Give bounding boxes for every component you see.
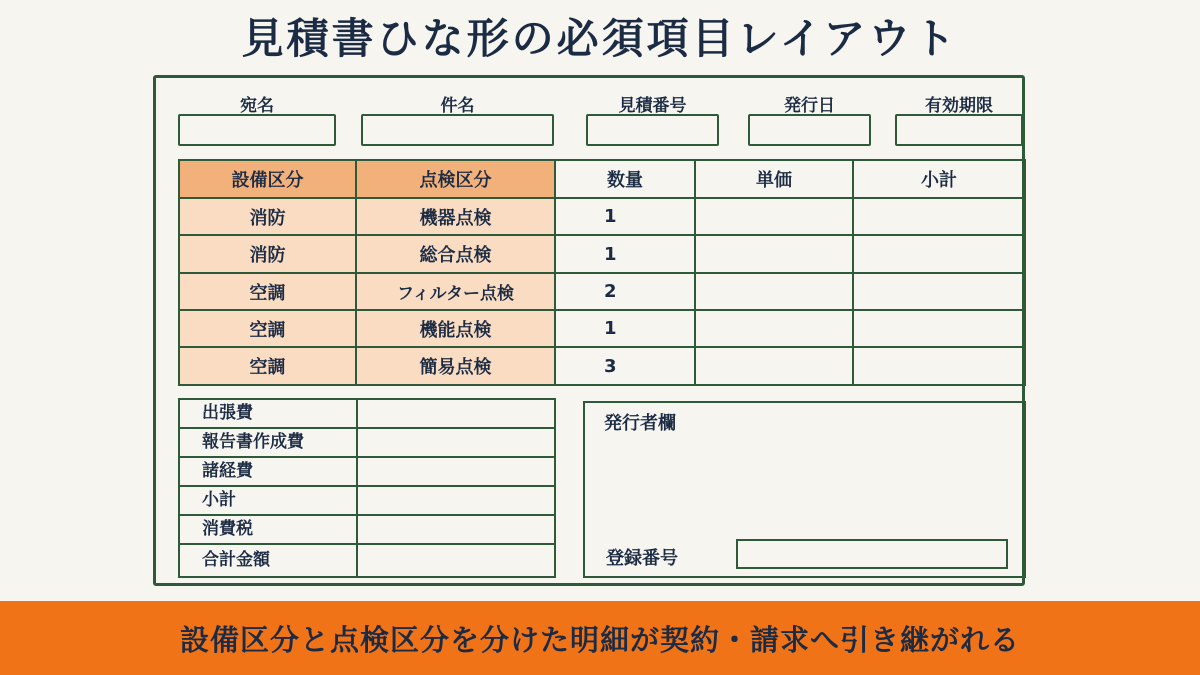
column-header-equipment: 設備区分: [180, 161, 357, 199]
table-cell-inspection: 簡易点検: [357, 348, 556, 384]
table-cell-inspection: 機能点検: [357, 311, 556, 348]
table-cell-quantity: 2: [556, 274, 696, 311]
cost-row-total[interactable]: [180, 545, 554, 576]
cost-row-report[interactable]: [180, 429, 554, 458]
issuer-section-title: 発行者欄: [604, 413, 676, 434]
table-cell-inspection: 機器点検: [357, 199, 556, 236]
column-header-inspection: 点検区分: [357, 161, 556, 199]
table-cell-unit-price[interactable]: [696, 311, 854, 348]
registration-number-field[interactable]: [736, 539, 1008, 569]
cost-label: 諸経費: [180, 458, 358, 485]
table-cell-unit-price[interactable]: [696, 274, 854, 311]
table-cell-subtotal[interactable]: [854, 199, 1024, 236]
cost-row-tax[interactable]: [180, 516, 554, 545]
cost-row-misc[interactable]: [180, 458, 554, 487]
caption-banner: 設備区分と点検区分を分けた明細が契約・請求へ引き継がれる: [0, 601, 1200, 675]
cost-row-subtotal[interactable]: [180, 487, 554, 516]
issuer-section: [583, 401, 1026, 578]
issue-date-field[interactable]: [748, 114, 871, 146]
table-cell-inspection: フィルター点検: [357, 274, 556, 311]
table-cell-subtotal[interactable]: [854, 311, 1024, 348]
table-cell-equipment: 空調: [180, 348, 357, 384]
subject-field[interactable]: [361, 114, 554, 146]
column-header-subtotal: 小計: [854, 161, 1024, 199]
cost-label: 出張費: [180, 400, 358, 427]
cost-summary-table: [178, 398, 556, 578]
field-label-subject: 件名: [440, 96, 475, 116]
table-cell-quantity: 3: [556, 348, 696, 384]
recipient-field[interactable]: [178, 114, 336, 146]
table-cell-equipment: 消防: [180, 236, 357, 274]
table-cell-quantity: 1: [556, 199, 696, 236]
page-title: 見積書ひな形の必須項目レイアウト: [241, 14, 959, 63]
cost-label: 報告書作成費: [180, 429, 358, 456]
estimate-number-field[interactable]: [586, 114, 719, 146]
table-cell-quantity: 1: [556, 311, 696, 348]
field-label-recipient: 宛名: [240, 96, 274, 116]
table-cell-equipment: 空調: [180, 274, 357, 311]
table-cell-unit-price[interactable]: [696, 199, 854, 236]
cost-row-travel[interactable]: [180, 400, 554, 429]
table-cell-inspection: 総合点検: [357, 236, 556, 274]
table-cell-unit-price[interactable]: [696, 236, 854, 274]
field-label-estimate-number: 見積番号: [618, 96, 687, 116]
column-header-unit-price: 単価: [696, 161, 854, 199]
cost-label: 小計: [180, 487, 358, 514]
field-label-expiry: 有効期限: [925, 96, 993, 116]
registration-number-label: 登録番号: [606, 548, 678, 569]
field-label-issue-date: 発行日: [784, 96, 835, 116]
table-cell-equipment: 消防: [180, 199, 357, 236]
cost-label: 合計金額: [180, 545, 358, 576]
table-cell-subtotal[interactable]: [854, 236, 1024, 274]
line-items-table: [178, 159, 1026, 386]
expiry-field[interactable]: [895, 114, 1023, 146]
table-cell-unit-price[interactable]: [696, 348, 854, 384]
table-cell-equipment: 空調: [180, 311, 357, 348]
cost-label: 消費税: [180, 516, 358, 543]
table-cell-subtotal[interactable]: [854, 348, 1024, 384]
table-cell-subtotal[interactable]: [854, 274, 1024, 311]
table-cell-quantity: 1: [556, 236, 696, 274]
column-header-quantity: 数量: [556, 161, 696, 199]
